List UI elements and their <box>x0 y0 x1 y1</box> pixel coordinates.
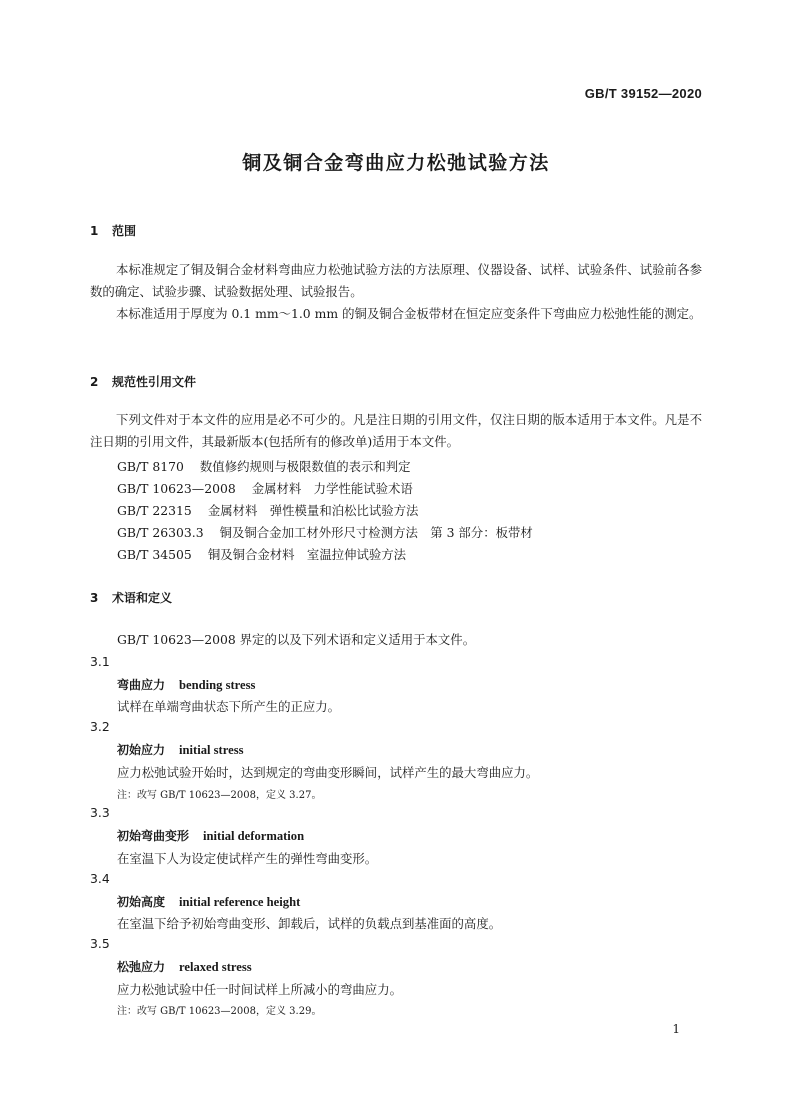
reference-title: 铜及铜合金材料 室温拉伸试验方法 <box>207 547 407 562</box>
reference-title: 铜及铜合金加工材外形尺寸检测方法 第 3 部分：板带材 <box>219 525 533 540</box>
term-definition: 应力松弛试验开始时，达到规定的弯曲变形瞬间，试样产生的最大弯曲应力。 <box>117 765 539 780</box>
term-chinese: 初始弯曲变形 <box>117 829 190 843</box>
reference-item <box>117 545 406 563</box>
section-title: 范围 <box>112 224 137 238</box>
term-definition: 在室温下人为设定使试样产生的弹性弯曲变形。 <box>117 851 378 866</box>
term-english: initial deformation <box>203 829 305 843</box>
term-english: initial stress <box>179 743 244 757</box>
section-number: 1 <box>90 224 99 238</box>
reference-code: GB/T 34505 <box>117 547 192 562</box>
reference-item <box>117 479 413 497</box>
term-heading <box>117 958 252 975</box>
term-english: relaxed stress <box>179 960 252 974</box>
term-note: 注：改写 GB/T 10623—2008，定义 3.29。 <box>117 1006 322 1017</box>
term-heading <box>117 827 304 844</box>
reference-item <box>117 501 418 519</box>
scope-paragraph-1: 本标准规定了铜及铜合金材料弯曲应力松弛试验方法的方法原理、仪器设备、试样、试验条件、试验前各参数的确定、试验步骤、试验数据处理、试验报告。 <box>90 262 702 299</box>
term-number: 3.2 <box>90 719 110 734</box>
term-definition: 试样在单端弯曲状态下所产生的正应力。 <box>117 699 341 714</box>
reference-code: GB/T 22315 <box>117 503 192 518</box>
reference-code: GB/T 26303.3 <box>117 525 204 540</box>
reference-code: GB/T 8170 <box>117 459 184 474</box>
term-number: 3.4 <box>90 871 110 886</box>
section-1-heading <box>90 222 136 239</box>
term-number: 3.1 <box>90 654 110 669</box>
term-heading <box>117 676 255 693</box>
reference-title: 金属材料 力学性能试验术语 <box>251 481 413 496</box>
term-number: 3.5 <box>90 936 110 951</box>
scope-paragraph-2: 本标准适用于厚度为 0.1 mm～1.0 mm 的铜及铜合金板带材在恒定应变条件下弯曲应力松弛性能的测定。 <box>116 306 702 321</box>
references-intro: 下列文件对于本文件的应用是必不可少的。凡是注日期的引用文件，仅注日期的版本适用于本文件。凡是不注日期的引用文件，其最新版本(包括所有的修改单)适用于本文件。 <box>90 412 702 449</box>
term-chinese: 初始高度 <box>117 895 166 909</box>
standard-code: GB/T 39152—2020 <box>584 86 702 101</box>
term-english: bending stress <box>179 678 256 692</box>
term-number: 3.3 <box>90 805 110 820</box>
terms-intro: GB/T 10623—2008 界定的以及下列术语和定义适用于本文件。 <box>117 632 476 647</box>
section-3-heading <box>90 589 172 606</box>
term-chinese: 松弛应力 <box>117 960 166 974</box>
term-definition: 应力松弛试验中任一时间试样上所减小的弯曲应力。 <box>117 982 402 997</box>
term-note: 注：改写 GB/T 10623—2008，定义 3.27。 <box>117 790 322 801</box>
reference-title: 数值修约规则与极限数值的表示和判定 <box>199 459 411 474</box>
term-definition: 在室温下给予初始弯曲变形、卸载后，试样的负载点到基准面的高度。 <box>117 916 502 931</box>
section-title: 规范性引用文件 <box>112 375 197 389</box>
reference-title: 金属材料 弹性模量和泊松比试验方法 <box>207 503 419 518</box>
section-title: 术语和定义 <box>112 591 173 605</box>
reference-item <box>117 457 411 475</box>
page-number: 1 <box>672 1022 680 1036</box>
document-title: 铜及铜合金弯曲应力松弛试验方法 <box>242 152 550 174</box>
section-2-heading <box>90 373 196 390</box>
term-heading <box>117 741 244 758</box>
term-english: initial reference height <box>179 895 301 909</box>
reference-item <box>117 523 533 541</box>
reference-code: GB/T 10623—2008 <box>117 481 236 496</box>
section-number: 3 <box>90 591 99 605</box>
section-number: 2 <box>90 375 99 389</box>
term-chinese: 初始应力 <box>117 743 166 757</box>
term-chinese: 弯曲应力 <box>117 678 166 692</box>
term-heading <box>117 893 300 910</box>
